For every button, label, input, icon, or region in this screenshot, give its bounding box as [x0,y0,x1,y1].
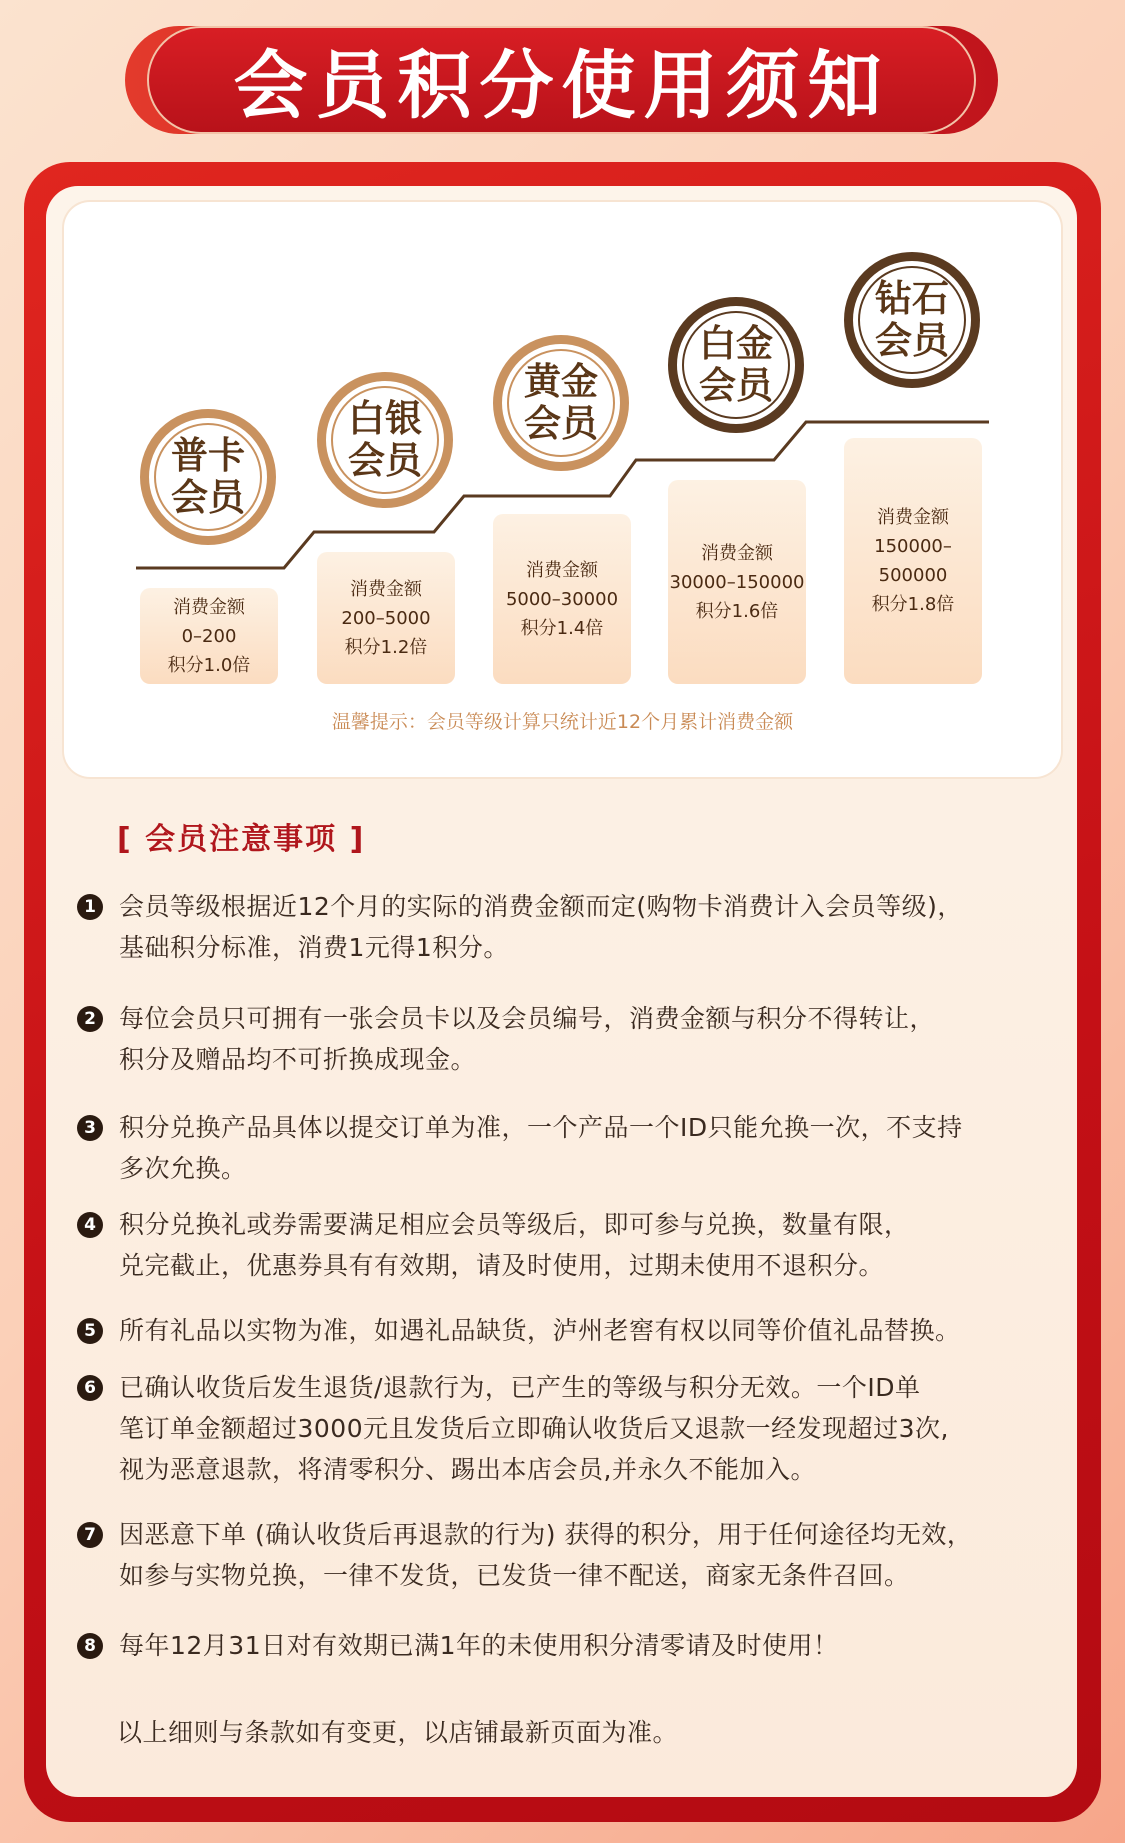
note-number: 2 [77,1006,103,1032]
tier-range: 0–200 [181,625,237,647]
note-line: 基础积分标准，消费1元得1积分。 [119,933,509,962]
note-item [77,1625,1037,1666]
title-pill [147,26,976,134]
note-number: 8 [77,1633,103,1659]
note-item [77,998,1037,1080]
tip-text: 温馨提示：会员等级计算只统计近12个月累计消费金额 [331,711,794,733]
tier-name-line1: 黄金 [524,360,598,403]
tier-name-line1: 普卡 [171,434,245,477]
note-line: 每年12月31日对有效期已满1年的未使用积分清零请及时使用！ [119,1631,839,1660]
note-number: 1 [77,894,103,920]
note-line: 积分兑换礼或券需要满足相应会员等级后，即可参与兑换，数量有限， [119,1210,910,1239]
tier-range: 5000–30000 [505,588,619,610]
note-line: 因恶意下单 (确认收货后再退款的行为) 获得的积分，用于任何途径均无效， [119,1520,973,1549]
tier-multiplier: 积分1.0倍 [167,654,251,676]
tier-info-pu [140,588,278,684]
note-item [77,886,1037,968]
note-text [119,998,935,1080]
note-item [77,1514,1037,1596]
note-number: 5 [77,1318,103,1344]
tier-range: 30000–150000 [669,571,805,593]
note-line: 所有礼品以实物为准，如遇礼品缺货，泸州老窖有权以同等价值礼品替换。 [119,1316,961,1345]
tier-badge-gold [493,335,629,471]
tier-info-diamond [844,438,982,684]
tier-badge-silver [317,372,453,508]
note-line: 兑完截止，优惠券具有有效期，请及时使用，过期未使用不退积分。 [119,1251,885,1280]
tier-info-platinum [668,480,806,684]
tier-label: 消费金额 [701,542,773,564]
tier-label: 消费金额 [173,596,245,618]
tier-name-line1: 白金 [699,322,773,365]
section-title: [ 会员注意事项 ] [117,822,366,857]
note-item [77,1204,1037,1286]
note-text [119,886,963,968]
note-number: 4 [77,1212,103,1238]
note-line: 笔订单金额超过3000元且发货后立即确认收货后又退款一经发现超过3次, [119,1414,949,1443]
note-line: 已确认收货后发生退货/退款行为，已产生的等级与积分无效。一个ID单 [119,1373,921,1402]
tier-badge-pu [140,409,276,545]
tier-multiplier: 积分1.2倍 [344,636,428,658]
tier-range: 500000 [878,565,948,586]
note-number: 6 [77,1375,103,1401]
tier-badge-platinum [668,297,804,433]
tier-name-line1: 钻石 [875,277,949,320]
note-item [77,1367,1037,1490]
note-text [119,1204,910,1286]
note-text [119,1625,839,1666]
tier-info-silver [317,552,455,684]
tier-range: 200–5000 [341,607,431,629]
tier-name-line2: 会员 [699,364,773,407]
note-text [119,1514,972,1596]
tier-label: 消费金额 [350,578,422,600]
note-number: 3 [77,1115,103,1141]
note-number: 7 [77,1522,103,1548]
tier-card [64,202,1061,777]
tier-label: 消费金额 [526,559,598,581]
tier-label: 消费金额 [877,507,949,528]
tier-name-line2: 会员 [524,402,598,445]
note-line: 积分兑换产品具体以提交订单为准，一个产品一个ID只能允换一次，不支持 [119,1113,963,1142]
note-text [119,1367,949,1490]
tier-badge-diamond [844,252,980,388]
tier-info-gold [493,514,631,684]
note-item [77,1107,1037,1189]
footer-note: 以上细则与条款如有变更，以店铺最新页面为准。 [117,1718,679,1747]
tier-name-line1: 白银 [348,397,422,440]
note-item [77,1310,1037,1351]
note-line: 会员等级根据近12个月的实际的消费金额而定(购物卡消费计入会员等级)， [119,892,963,921]
title-banner [125,26,998,134]
tier-multiplier: 积分1.8倍 [871,594,955,615]
tier-range: 150000– [874,536,952,557]
tier-multiplier: 积分1.6倍 [695,600,779,622]
note-line: 如参与实物兑换，一律不发货，已发货一律不配送，商家无条件召回。 [119,1561,910,1590]
tier-multiplier: 积分1.4倍 [520,617,604,639]
note-text [119,1107,963,1189]
tier-name-line2: 会员 [171,476,245,519]
note-line: 多次允换。 [119,1154,247,1183]
tier-name-line2: 会员 [875,319,949,362]
note-text [119,1310,961,1351]
note-line: 积分及赠品均不可折换成现金。 [119,1045,477,1074]
note-line: 视为恶意退款，将清零积分、踢出本店会员,并永久不能加入。 [119,1455,816,1484]
tier-name-line2: 会员 [348,439,422,482]
page-title: 会员积分使用须知 [233,43,890,129]
note-line: 每位会员只可拥有一张会员卡以及会员编号，消费金额与积分不得转让， [119,1004,936,1033]
